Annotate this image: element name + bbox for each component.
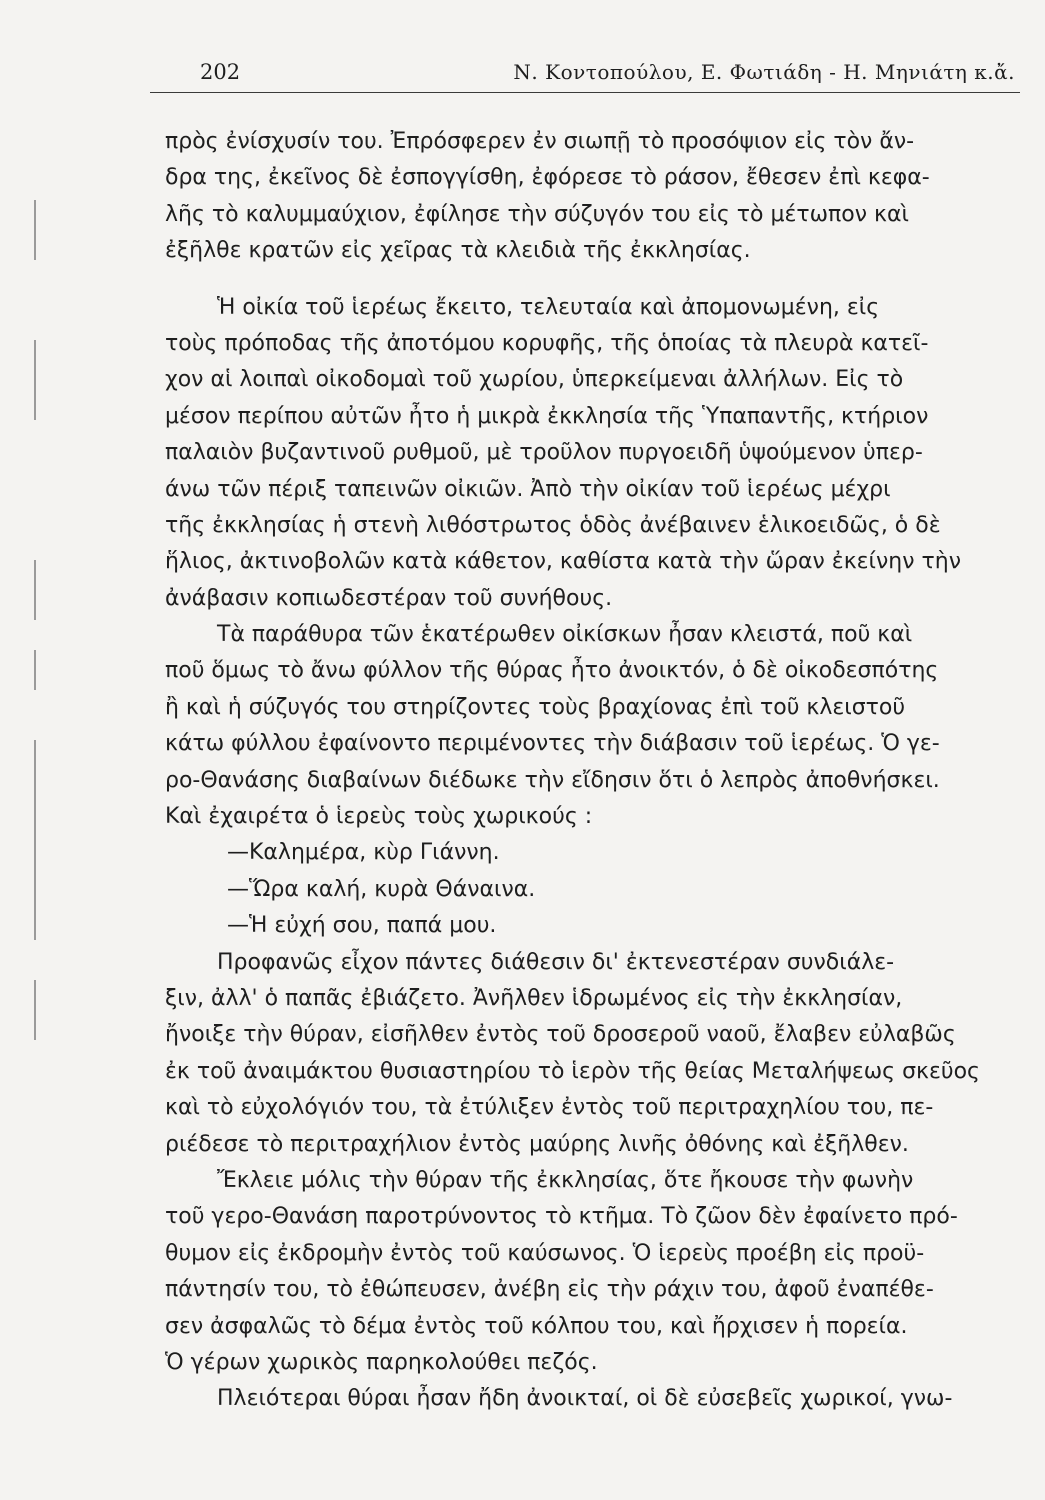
text-line: πάντησίν του, τὸ ἐθώπευσεν, ἀνέβη εἰς τὴν ράχιν του, ἀφοῦ ἐναπέθε- xyxy=(165,1277,934,1303)
margin-mark xyxy=(34,340,36,420)
text-line: δρα της, ἐκεῖνος δὲ ἐσπογγίσθη, ἐφόρεσε τὸ ράσον, ἔθεσεν ἐπὶ κεφα- xyxy=(165,165,930,191)
text-line: θυμον εἰς ἐκδρομὴν ἐντὸς τοῦ καύσωνος. Ὁ ἱερεὺς προέβη εἰς προϋ- xyxy=(165,1240,925,1266)
dialogue-line: —Ὥρα καλή, κυρὰ Θάναινα. xyxy=(227,876,536,902)
page-header xyxy=(150,52,1020,92)
text-line: χον αἱ λοιπαὶ οἰκοδομαὶ τοῦ χωρίου, ὑπερκείμεναι ἀλλήλων. Εἰς τὸ xyxy=(165,367,904,393)
margin-mark xyxy=(34,980,36,1040)
running-head: Ν. Κοντοπούλου, Ε. Φωτιάδη - Η. Μηνιάτη κ.ἄ. xyxy=(513,60,1015,84)
text-line: Ἡ οἰκία τοῦ ἱερέως ἔκειτο, τελευταία καὶ ἀπομονωμένη, εἰς xyxy=(217,294,880,320)
margin-mark xyxy=(34,200,36,260)
margin-mark xyxy=(34,560,36,620)
page-number: 202 xyxy=(200,60,241,84)
text-line: ριέδεσε τὸ περιτραχήλιον ἐντὸς μαύρης λινῆς ὀθόνης καὶ ἐξῆλθεν. xyxy=(165,1131,909,1157)
text-line: μέσον περίπου αὐτῶν ἦτο ἡ μικρὰ ἐκκλησία τῆς Ὑπαπαντῆς, κτήριον xyxy=(165,403,929,429)
text-line: ἀνάβασιν κοπιωδεστέραν τοῦ συνήθους. xyxy=(165,585,613,611)
text-line: Καὶ ἐχαιρέτα ὁ ἱερεὺς τοὺς χωρικούς : xyxy=(165,804,593,830)
text-line: ἥλιος, ἀκτινοβολῶν κατὰ κάθετον, καθίστα κατὰ τὴν ὥραν ἐκείνην τὴν xyxy=(165,549,961,575)
body-text xyxy=(165,124,1015,1418)
dialogue-line: —Ἡ εὐχή σου, παπά μου. xyxy=(227,913,497,939)
text-line: τῆς ἐκκλησίας ἡ στενὴ λιθόστρωτος ὁδὸς ἀνέβαινεν ἑλικοειδῶς, ὁ δὲ xyxy=(165,512,941,538)
text-line: τοὺς πρόποδας τῆς ἀποτόμου κορυφῆς, τῆς ὁποίας τὰ πλευρὰ κατεῖ- xyxy=(165,330,929,356)
text-line: ἢ καὶ ἡ σύζυγός του στηρίζοντες τοὺς βραχίονας ἐπὶ τοῦ κλειστοῦ xyxy=(165,694,906,720)
text-line: Ἔκλειε μόλις τὴν θύραν τῆς ἐκκλησίας, ὅτε ἤκουσε τὴν φωνὴν xyxy=(217,1167,914,1193)
text-line: ἐκ τοῦ ἀναιμάκτου θυσιαστηρίου τὸ ἱερὸν τῆς θείας Μεταλήψεως σκεῦος xyxy=(165,1058,980,1084)
text-line: άνω τῶν πέριξ ταπεινῶν οἰκιῶν. Ἀπὸ τὴν οἰκίαν τοῦ ἱερέως μέχρι xyxy=(165,476,891,502)
margin-mark xyxy=(34,740,36,940)
text-line: λῆς τὸ καλυμμαύχιον, ἐφίλησε τὴν σύζυγόν του εἰς τὸ μέτωπον καὶ xyxy=(165,201,909,227)
text-line: ἤνοιξε τὴν θύραν, εἰσῆλθεν ἐντὸς τοῦ δροσεροῦ ναοῦ, ἔλαβεν εὐλαβῶς xyxy=(165,1022,956,1048)
text-line: ποῦ ὅμως τὸ ἄνω φύλλον τῆς θύρας ἦτο ἀνοικτόν, ὁ δὲ οἰκοδεσπότης xyxy=(165,658,939,684)
text-line: παλαιὸν βυζαντινοῦ ρυθμοῦ, μὲ τροῦλον πυργοειδῆ ὑψούμενον ὑπερ- xyxy=(165,440,923,466)
text-line: Πλειότεραι θύραι ἦσαν ἤδη ἀνοικταί, οἱ δὲ εὐσεβεῖς χωρικοί, γνω- xyxy=(217,1386,953,1412)
dialogue-line: —Καλημέρα, κὺρ Γιάννη. xyxy=(227,840,500,866)
text-line: Προφανῶς εἶχον πάντες διάθεσιν δι' ἐκτενεστέραν συνδιάλε- xyxy=(217,949,895,975)
text-line: ἐξῆλθε κρατῶν εἰς χεῖρας τὰ κλειδιὰ τῆς ἐκκλησίας. xyxy=(165,238,751,264)
text-line: ξιν, ἀλλ' ὁ παπᾶς ἐβιάζετο. Ἀνῆλθεν ἱδρωμένος εἰς τὴν ἐκκλησίαν, xyxy=(165,985,903,1011)
text-line: Ὁ γέρων χωρικὸς παρηκολούθει πεζός. xyxy=(165,1349,598,1375)
text-line: Τὰ παράθυρα τῶν ἑκατέρωθεν οἰκίσκων ἦσαν κλειστά, ποῦ καὶ xyxy=(217,622,913,648)
text-line: πρὸς ἐνίσχυσίν του. Ἐπρόσφερεν ἐν σιωπῇ τὸ προσόψιον εἰς τὸν ἄν- xyxy=(165,129,915,154)
header-rule xyxy=(150,92,1020,93)
text-line: ρο-Θανάσης διαβαίνων διέδωκε τὴν εἴδησιν ὅτι ὁ λεπρὸς ἀποθνήσκει. xyxy=(165,767,940,793)
margin-mark xyxy=(34,650,36,690)
text-line: καὶ τὸ εὐχολόγιόν του, τὰ ἐτύλιξεν ἐντὸς τοῦ περιτραχηλίου του, πε- xyxy=(165,1095,934,1121)
text-line: σεν ἀσφαλῶς τὸ δέμα ἐντὸς τοῦ κόλπου του, καὶ ἤρχισεν ἡ πορεία. xyxy=(165,1313,908,1339)
text-line: τοῦ γερο-Θανάση παροτρύνοντος τὸ κτῆμα. Τὸ ζῶον δὲν ἐφαίνετο πρό- xyxy=(165,1204,958,1230)
margin-scan-marks xyxy=(28,180,48,1280)
text-line: κάτω φύλλου ἐφαίνοντο περιμένοντες τὴν διάβασιν τοῦ ἱερέως. Ὁ γε- xyxy=(165,731,940,757)
